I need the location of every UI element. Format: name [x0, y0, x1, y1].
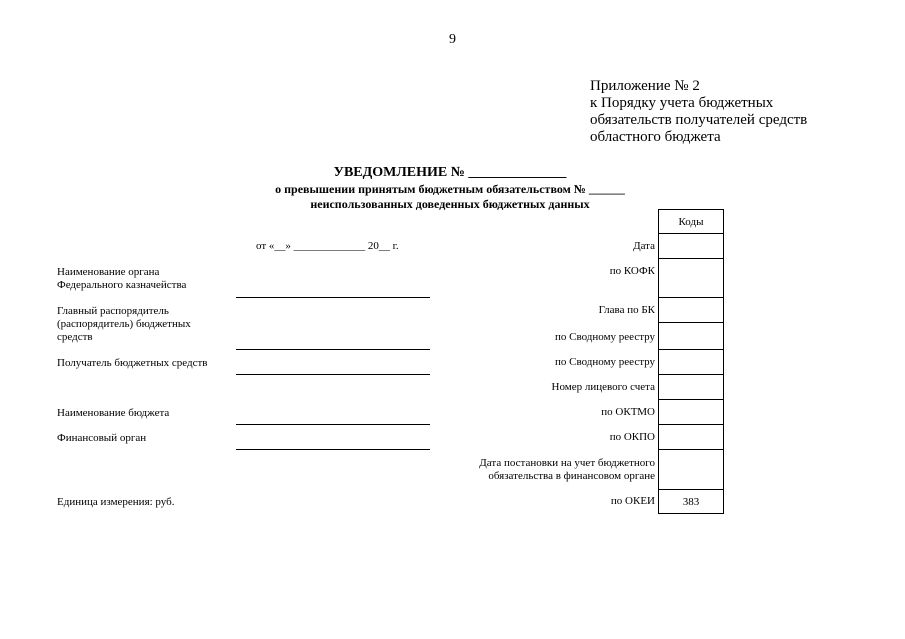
label-chief-disposer-line-1: Главный распорядитель — [57, 305, 169, 317]
code-cell-okpo[interactable] — [659, 425, 723, 450]
label-date: Дата — [633, 240, 655, 252]
codes-header: Коды — [659, 210, 723, 234]
appendix-line-2: к Порядку учета бюджетных — [590, 95, 774, 111]
code-cell-date[interactable] — [659, 234, 723, 259]
label-reg-date-line-2: обязательства в финансовом органе — [488, 470, 655, 482]
label-okei: по ОКЕИ — [610, 495, 655, 507]
label-glava-bk: Глава по БК — [598, 304, 655, 316]
budget-name-field[interactable] — [236, 424, 430, 425]
code-cell-account[interactable] — [659, 375, 723, 400]
title-sub-1: о превышении принятым бюджетным обязательством № ______ — [275, 182, 625, 196]
code-cell-okei[interactable]: 383 — [682, 495, 700, 508]
code-cell-reg-date[interactable] — [659, 450, 723, 490]
label-financial-body-line: Финансовый орган — [57, 432, 147, 444]
label-chief-disposer — [57, 305, 232, 344]
code-cell-svod-reestr-2[interactable] — [659, 350, 723, 375]
label-okpo: по ОКПО — [609, 431, 655, 443]
label-oktmo: по ОКТМО — [601, 406, 655, 418]
fed-treasury-field[interactable] — [236, 297, 430, 298]
chief-disposer-field[interactable] — [236, 349, 430, 350]
label-budget-name-line: Наименование бюджета — [57, 407, 170, 419]
label-financial-body — [57, 432, 232, 445]
appendix-line-4: областного бюджета — [590, 129, 721, 145]
title-sub-2: неиспользованных доведенных бюджетных данных — [310, 197, 590, 211]
label-svod-reestr-2: по Сводному реестру — [555, 356, 655, 368]
appendix-line-3: обязательств получателей средств — [590, 112, 808, 128]
code-cell-svod-reestr-1[interactable] — [659, 323, 723, 350]
label-budget-name — [57, 407, 232, 420]
title-main: УВЕДОМЛЕНИЕ № ______________ — [333, 165, 567, 180]
label-reg-date-line-1: Дата постановки на учет бюджетного — [479, 457, 655, 469]
date-line: от «__» _____________ 20__ г. — [256, 240, 399, 252]
appendix-note — [590, 78, 850, 146]
financial-body-field[interactable] — [236, 449, 430, 450]
label-recipient — [57, 357, 232, 370]
label-chief-disposer-line-3: средств — [57, 331, 93, 343]
code-cell-glava-bk[interactable] — [659, 298, 723, 323]
recipient-field[interactable] — [236, 374, 430, 375]
label-svod-reestr-1: по Сводному реестру — [555, 331, 655, 343]
appendix-line-1: Приложение № 2 — [590, 78, 700, 94]
label-reg-date — [479, 457, 655, 483]
code-cell-oktmo[interactable] — [659, 400, 723, 425]
label-chief-disposer-line-2: (распорядитель) бюджетных — [57, 318, 191, 330]
label-fed-treasury-line-2: Федерального казначейства — [57, 279, 187, 291]
label-fed-treasury — [57, 266, 232, 292]
page-number: 9 — [449, 32, 456, 47]
label-recipient-line: Получатель бюджетных средств — [57, 357, 208, 369]
document-title — [150, 164, 750, 212]
label-unit-line: Единица измерения: руб. — [57, 496, 175, 508]
label-kofk: по КОФК — [609, 265, 655, 277]
label-account: Номер лицевого счета — [551, 381, 655, 393]
codes-table — [658, 209, 724, 514]
code-cell-kofk[interactable] — [659, 259, 723, 298]
label-fed-treasury-line-1: Наименование органа — [57, 266, 160, 278]
label-unit — [57, 496, 232, 509]
